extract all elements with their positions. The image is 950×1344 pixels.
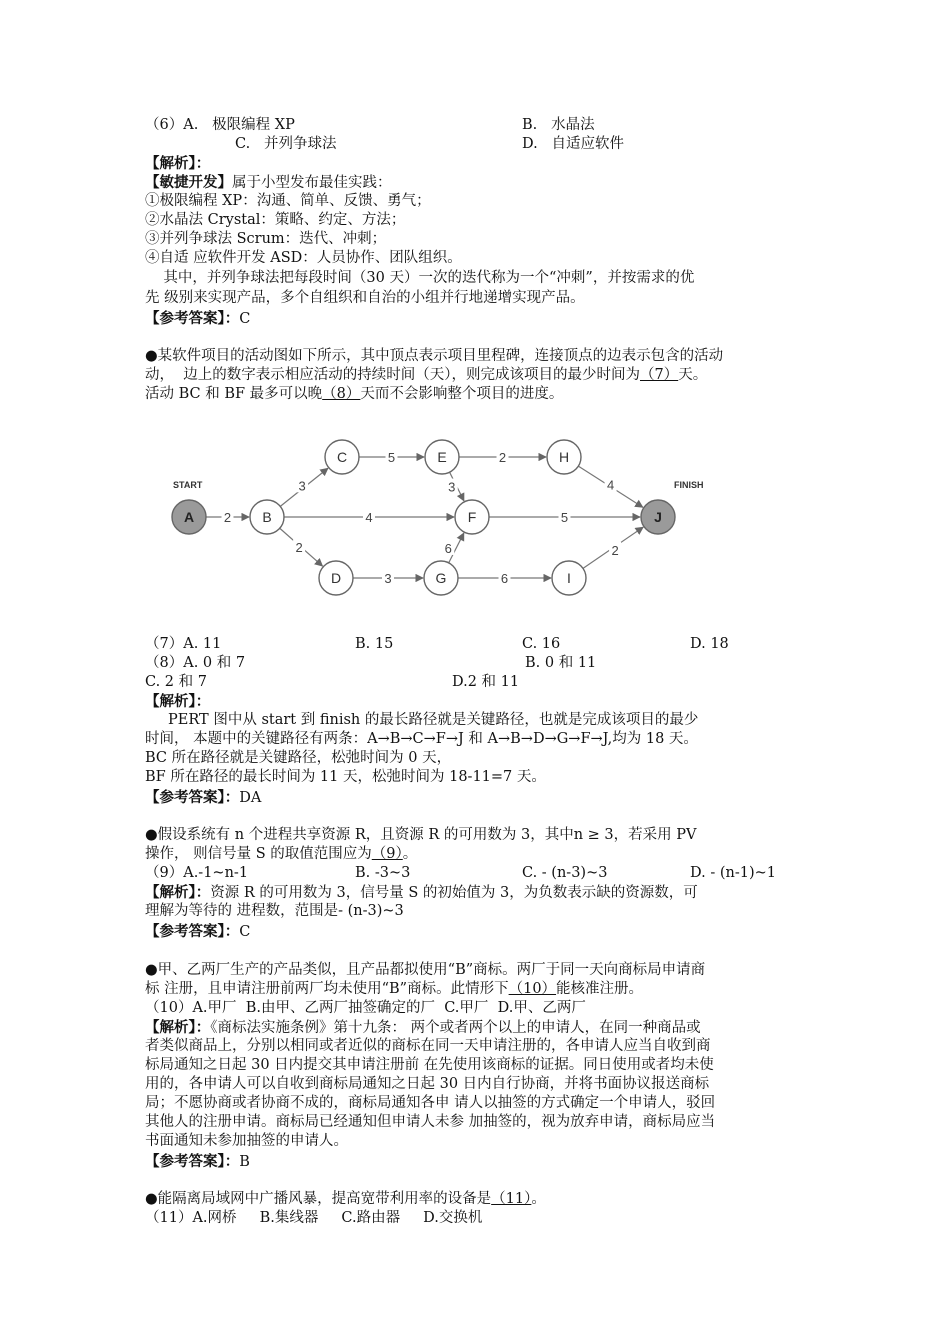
question-stem	[145, 845, 417, 864]
analysis-line: ④自适 应软件开发 ASD：人员协作、团队组织。	[145, 250, 462, 266]
question-stem: ●某软件项目的活动图如下所示，其中顶点表示项目里程碑，连接顶点的边表示包含的活动	[145, 348, 724, 364]
question-text: 动， 边上的数字表示相应活动的持续时间（天），则完成该项目的最少时间为	[145, 367, 640, 383]
answer-value: C	[239, 311, 251, 327]
analysis-line	[145, 883, 698, 903]
edge-weight-I-J: 2	[611, 542, 619, 558]
analysis-text: 属于小型发布最佳实践：	[232, 175, 392, 191]
q8-option-c: C. 2 和 7	[145, 674, 207, 690]
answer-line	[145, 922, 250, 942]
answer-line	[145, 1152, 250, 1172]
question-text: ●能隔离局域网中广播风暴，提高宽带利用率的设备是	[145, 1191, 492, 1207]
analysis-line: 局；不愿协商或者协商不成的，商标局通知各申 请人以抽签的方式确定一个申请人，驳回	[145, 1095, 716, 1111]
question-stem	[145, 980, 643, 999]
edge-weight-C-E: 5	[387, 450, 396, 465]
analysis-line	[145, 173, 392, 193]
node-label-J: J	[654, 509, 662, 525]
question-stem	[145, 366, 707, 385]
analysis-line	[145, 1018, 701, 1038]
question-text: 。	[531, 1191, 546, 1207]
node-label-A: A	[183, 509, 195, 525]
question-text: 天。	[678, 367, 708, 383]
edge-weight-B-C: 3	[298, 478, 306, 494]
edge-weight-H-J: 4	[606, 477, 615, 493]
analysis-line: BC 所在路径就是关键路径，松弛时间为 0 天，	[145, 750, 452, 766]
q9-option-a: （9）A.-1~n-1	[145, 865, 249, 881]
analysis-line: 书面通知未参加抽签的申请人。	[145, 1133, 348, 1149]
answer-value: C	[239, 924, 251, 940]
analysis-line: ③并列争球法 Scrum：迭代、冲刺；	[145, 231, 387, 247]
edge-weight-E-H: 2	[498, 450, 507, 465]
analysis-label: 【解析】：	[145, 884, 211, 901]
q6-option-d: D. 自适应软件	[522, 136, 625, 152]
q7-option-a: （7）A. 11	[145, 636, 222, 652]
agile-heading: 【敏捷开发】	[145, 174, 232, 191]
question-text: 。	[402, 846, 418, 862]
node-label-G: G	[435, 570, 447, 586]
analysis-line: 理解为等待的 进程数，范围是- (n-3)~3	[145, 903, 404, 919]
edge-weight-A-B: 2	[223, 510, 232, 525]
q9-option-b: B. -3~3	[355, 865, 411, 881]
analysis-label: 【解析】：	[145, 1019, 211, 1036]
edge-weight-B-D: 2	[295, 540, 303, 556]
node-label-F: F	[467, 509, 477, 525]
analysis-line: 标局通知之日起 30 日内提交其申请注册前 在先使用该商标的证据。同日使用或者均未使	[145, 1057, 714, 1073]
answer-label: 【参考答案】：	[145, 310, 240, 327]
analysis-label: 【解析】：	[145, 693, 211, 710]
start-label: START	[173, 480, 203, 490]
node-label-D: D	[330, 570, 342, 586]
q11-options: （11）A.网桥 B.集线器 C.路由器 D.交换机	[145, 1210, 483, 1226]
question-text: 能核准注册。	[556, 981, 644, 997]
analysis-label: 【解析】：	[145, 155, 211, 172]
analysis-line: 其他人的注册申请。商标局已经通知但申请人未参 加抽签的，视为放弃申请，商标局应当	[145, 1114, 716, 1130]
node-label-H: H	[558, 449, 570, 465]
node-label-C: C	[336, 449, 348, 465]
q10-options: （10）A.甲厂 B.由甲、乙两厂抽签确定的厂 C.甲厂 D.甲、乙两厂	[145, 1000, 586, 1016]
edge-weight-E-F: 3	[448, 479, 456, 495]
question-stem: ●假设系统有 n 个进程共享资源 R，且资源 R 的可用数为 3，其中n ≥ 3，若采用 PV	[145, 827, 697, 843]
edge-weight-G-I: 6	[500, 571, 509, 586]
edge-weight-F-J: 5	[560, 510, 569, 525]
q6-option-b: B. 水晶法	[522, 117, 595, 133]
analysis-line: 先 级别来实现产品，多个自组织和自治的小组并行地递增实现产品。	[145, 290, 585, 306]
q8-option-a: （8）A. 0 和 7	[145, 655, 246, 671]
question-text: 操作， 则信号量 S 的取值范围应为	[145, 846, 372, 862]
analysis-line: ①极限编程 XP：沟通、简单、反馈、勇气；	[145, 193, 431, 209]
answer-line	[145, 788, 261, 808]
analysis-line: 者类似商品上，分别以相同或者近似的商标在同一天申请注册的，各申请人应当自收到商	[145, 1038, 711, 1054]
answer-label: 【参考答案】：	[145, 789, 240, 806]
question-text: 天而不会影响整个项目的进度。	[360, 386, 564, 402]
analysis-line: BF 所在路径的最长时间为 11 天，松弛时间为 18-11=7 天。	[145, 769, 546, 785]
answer-label: 【参考答案】：	[145, 1153, 240, 1170]
q9-option-c: C. - (n-3)~3	[522, 865, 608, 881]
q9-option-d: D. - (n-1)~1	[690, 865, 776, 881]
answer-blank: （7）	[639, 367, 679, 383]
question-text: 标 注册，且申请注册前两厂均未使用“B”商标。此情形下	[145, 981, 509, 997]
analysis-line: 其中，并列争球法把每段时间（30 天）一次的迭代称为一个“冲刺”，并按需求的优	[145, 270, 695, 286]
q6-option-a: （6）A. 极限编程 XP	[145, 117, 295, 133]
q8-option-b: B. 0 和 11	[525, 655, 597, 671]
analysis-line: PERT 图中从 start 到 finish 的最长路径就是关键路径，也就是完成该项目的最少	[145, 712, 699, 728]
question-text: 活动 BC 和 BF 最多可以晚	[145, 386, 323, 402]
node-label-B: B	[262, 509, 272, 525]
node-label-I: I	[567, 570, 571, 586]
answer-blank: （9）	[371, 846, 403, 862]
analysis-text: 资源 R 的可用数为 3，信号量 S 的初始值为 3，为负数表示缺的资源数，可	[210, 885, 698, 901]
answer-label: 【参考答案】：	[145, 923, 240, 940]
answer-value: DA	[239, 790, 262, 806]
question-stem: ●甲、乙两厂生产的产品类似，且产品都拟使用“B”商标。两厂于同一天向商标局申请商	[145, 962, 706, 978]
q6-option-c: C. 并列争球法	[235, 136, 337, 152]
edge-weight-G-F: 6	[444, 540, 452, 556]
edge-weight-D-G: 3	[384, 571, 392, 586]
q7-option-b: B. 15	[355, 636, 394, 652]
activity-network-diagram	[160, 425, 720, 615]
q7-option-d: D. 18	[690, 636, 729, 652]
answer-blank: （8）	[322, 386, 361, 402]
analysis-text: 《商标法实施条例》第十九条： 两个或者两个以上的申请人，在同一种商品或	[210, 1020, 701, 1036]
q7-option-c: C. 16	[522, 636, 561, 652]
answer-line	[145, 309, 250, 329]
node-label-E: E	[437, 449, 447, 465]
answer-value: B	[239, 1154, 250, 1170]
finish-label: FINISH	[674, 480, 704, 490]
question-stem	[145, 385, 563, 404]
answer-blank: （11）	[491, 1191, 532, 1207]
edge-weight-B-F: 4	[365, 510, 373, 525]
q8-option-d: D.2 和 11	[452, 674, 520, 690]
analysis-line: ②水晶法 Crystal：策略、约定、方法；	[145, 212, 406, 228]
analysis-line: 时间， 本题中的关键路径有两条：A→B→C→F→J 和 A→B→D→G→F→J,均为 18 天。	[145, 731, 698, 747]
question-stem	[145, 1190, 546, 1209]
answer-blank: （10）	[508, 981, 557, 997]
analysis-line: 用的，各申请人可以自收到商标局通知之日起 30 日内自行协商，并将书面协议报送商标	[145, 1076, 710, 1092]
